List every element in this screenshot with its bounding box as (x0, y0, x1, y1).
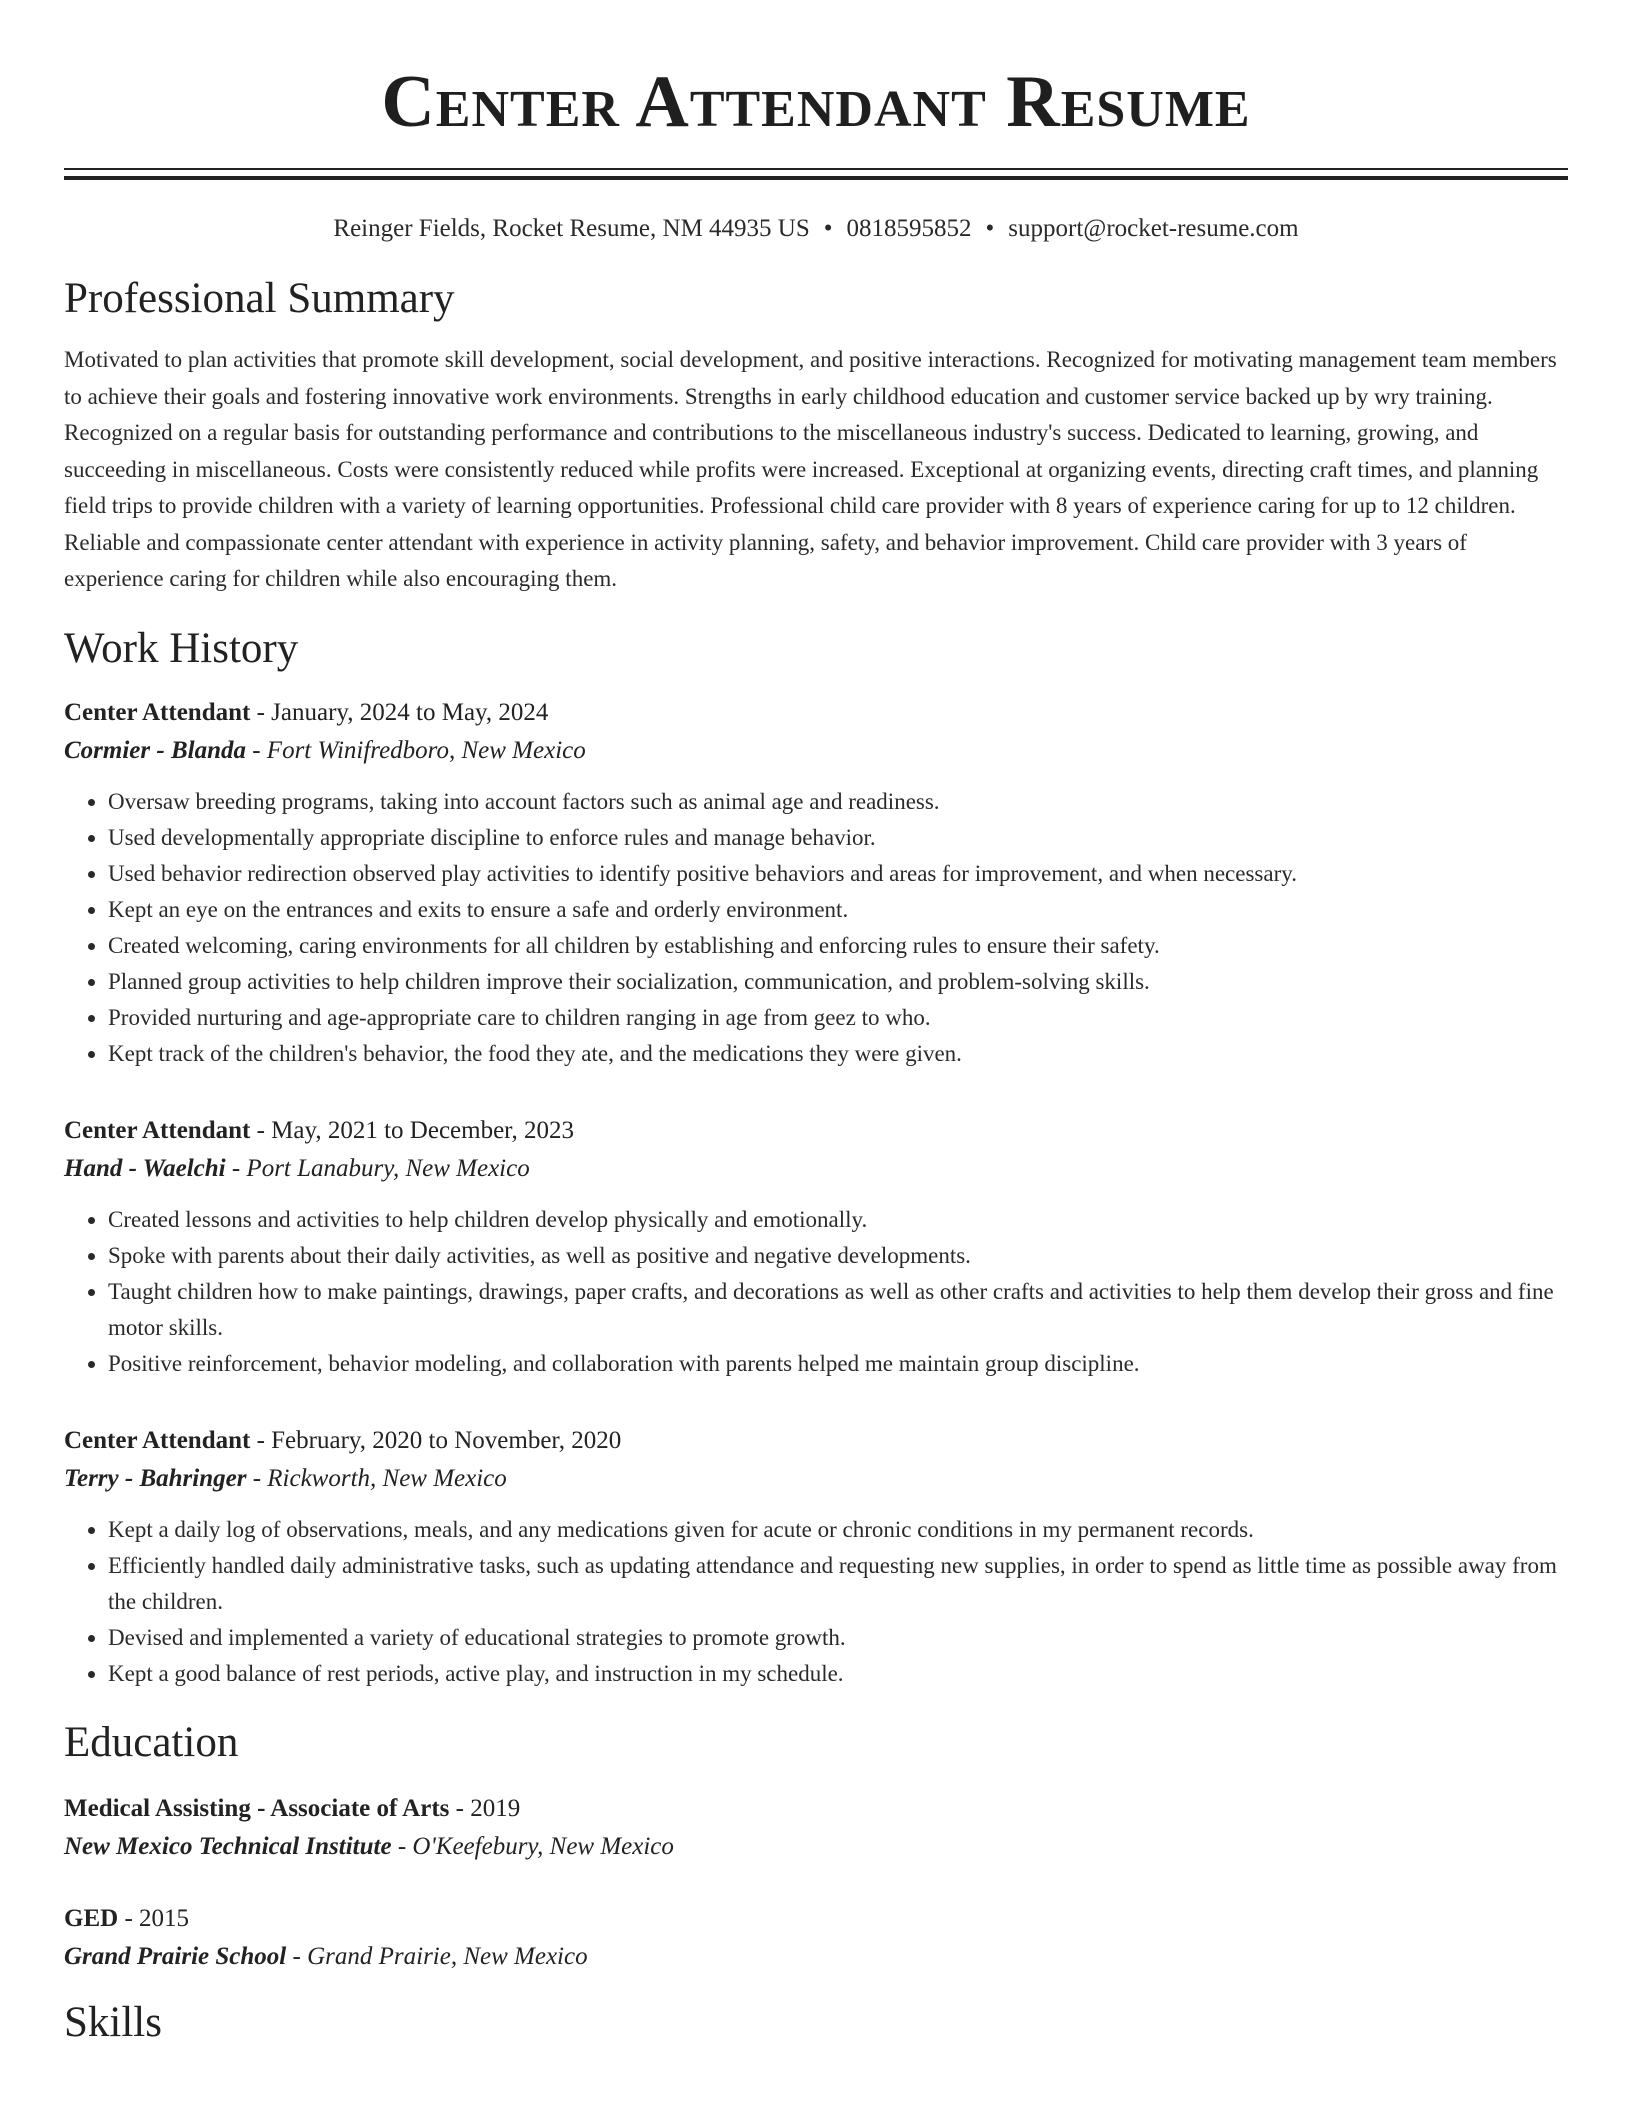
page-title: Center Attendant Resume (381, 61, 1251, 143)
resume-page (64, 0, 1568, 2048)
job-company: Terry - Bahringer (64, 1464, 247, 1492)
contact-address: Reinger Fields, Rocket Resume, NM 44935 US (333, 215, 810, 242)
job-bullet: • Planned group activities to help children improve their socialization, communication, and problem-solving skills. (108, 964, 1568, 1000)
job-title: Center Attendant (64, 1426, 251, 1454)
education-degree: Medical Assisting - Associate of Arts (64, 1794, 450, 1822)
education-entry (64, 1790, 1568, 1866)
job-bullet: • Oversaw breeding programs, taking into account factors such as animal age and readiness. (108, 784, 1568, 820)
education-header (64, 1790, 1568, 1828)
education-location: - Grand Prairie, New Mexico (286, 1942, 588, 1970)
job-dates: - February, 2020 to November, 2020 (250, 1426, 622, 1454)
job-bullets (64, 1202, 1568, 1382)
job-bullet: • Kept track of the children's behavior, the food they ate, and the medications they were given. (108, 1036, 1568, 1072)
education-degree: GED (64, 1904, 119, 1932)
job-employer (64, 732, 1568, 770)
job-header (64, 694, 1568, 732)
job-bullet: • Used behavior redirection observed play activities to identify positive behaviors and areas for improvement, and when necessary. (108, 856, 1568, 892)
education-entry (64, 1900, 1568, 1976)
job-bullet: • Provided nurturing and age-appropriate care to children ranging in age from geez to who. (108, 1000, 1568, 1036)
summary-text: Motivated to plan activities that promote skill development, social development, and positive interactions. Recognized for motivating management team members to achieve their goals and fostering innovative work environments. Strengths in early childhood education and customer service backed up by wry training. Recognized on a regular basis for outstanding performance and contributions to the miscellaneous industry's success. Dedicated to learning, growing, and succeeding in miscellaneous. Costs were consistently reduced while profits were increased. Exceptional at organizing events, directing craft times, and planning field trips to provide children with a variety of learning opportunities. Professional child care provider with 8 years of experience caring for up to 12 children. Reliable and compassionate center attendant with experience in activity planning, safety, and behavior improvement. Child care provider with 3 years of experience caring for children while also encouraging them. (64, 347, 1557, 591)
job-bullet: • Used developmentally appropriate discipline to enforce rules and manage behavior. (108, 820, 1568, 856)
education-school: New Mexico Technical Institute (64, 1832, 392, 1860)
job-entry (64, 1422, 1568, 1692)
job-bullet: • Positive reinforcement, behavior modeling, and collaboration with parents helped me maintain group discipline. (108, 1346, 1568, 1382)
job-title: Center Attendant (64, 698, 251, 726)
job-bullets (64, 784, 1568, 1072)
job-company: Hand - Waelchi (64, 1154, 226, 1182)
title-divider-thick (64, 176, 1568, 180)
education-location: - O'Keefebury, New Mexico (391, 1832, 674, 1860)
education-header (64, 1900, 1568, 1938)
job-employer (64, 1460, 1568, 1498)
section-heading-education: Education (64, 1718, 239, 1766)
job-bullet: • Spoke with parents about their daily activities, as well as positive and negative developments. (108, 1238, 1568, 1274)
job-dates: - May, 2021 to December, 2023 (250, 1116, 575, 1144)
job-bullet: • Kept an eye on the entrances and exits to ensure a safe and orderly environment. (108, 892, 1568, 928)
job-bullet: • Kept a good balance of rest periods, active play, and instruction in my schedule. (108, 1656, 1568, 1692)
contact-email: support@rocket-resume.com (1008, 215, 1299, 242)
job-bullet: • Efficiently handled daily administrative tasks, such as updating attendance and requesting new supplies, in order to spend as little time as possible away from the children. (108, 1548, 1568, 1620)
job-entry (64, 694, 1568, 1072)
job-bullets (64, 1512, 1568, 1692)
title-divider-thin (64, 168, 1568, 170)
job-entry (64, 1112, 1568, 1382)
job-dates: - January, 2024 to May, 2024 (250, 698, 549, 726)
education-year: - 2015 (118, 1904, 190, 1932)
education-school-line (64, 1938, 1568, 1976)
job-bullet: • Taught children how to make paintings, drawings, paper crafts, and decorations as well as other crafts and activities to help them develop their gross and fine motor skills. (108, 1274, 1568, 1346)
contact-phone: 0818595852 (846, 215, 972, 242)
job-bullet: • Created welcoming, caring environments for all children by establishing and enforcing rules to ensure their safety. (108, 928, 1568, 964)
contact-line (64, 214, 1568, 244)
education-school: Grand Prairie School (64, 1942, 287, 1970)
section-heading-work-history: Work History (64, 624, 299, 672)
job-header (64, 1112, 1568, 1150)
job-employer (64, 1150, 1568, 1188)
contact-separator: • (823, 215, 833, 242)
job-title: Center Attendant (64, 1116, 251, 1144)
section-heading-skills: Skills (64, 1998, 162, 2046)
contact-separator: • (985, 215, 995, 242)
job-bullet: • Devised and implemented a variety of educational strategies to promote growth. (108, 1620, 1568, 1656)
job-location: - Rickworth, New Mexico (246, 1464, 507, 1492)
job-header (64, 1422, 1568, 1460)
job-bullet: • Kept a daily log of observations, meals, and any medications given for acute or chronic conditions in my permanent records. (108, 1512, 1568, 1548)
education-year: - 2019 (449, 1794, 521, 1822)
job-company: Cormier - Blanda (64, 736, 246, 764)
section-heading-summary: Professional Summary (64, 275, 455, 322)
education-school-line (64, 1828, 1568, 1866)
job-location: - Fort Winifredboro, New Mexico (245, 736, 586, 764)
job-location: - Port Lanabury, New Mexico (225, 1154, 530, 1182)
job-bullet: • Created lessons and activities to help children develop physically and emotionally. (108, 1202, 1568, 1238)
